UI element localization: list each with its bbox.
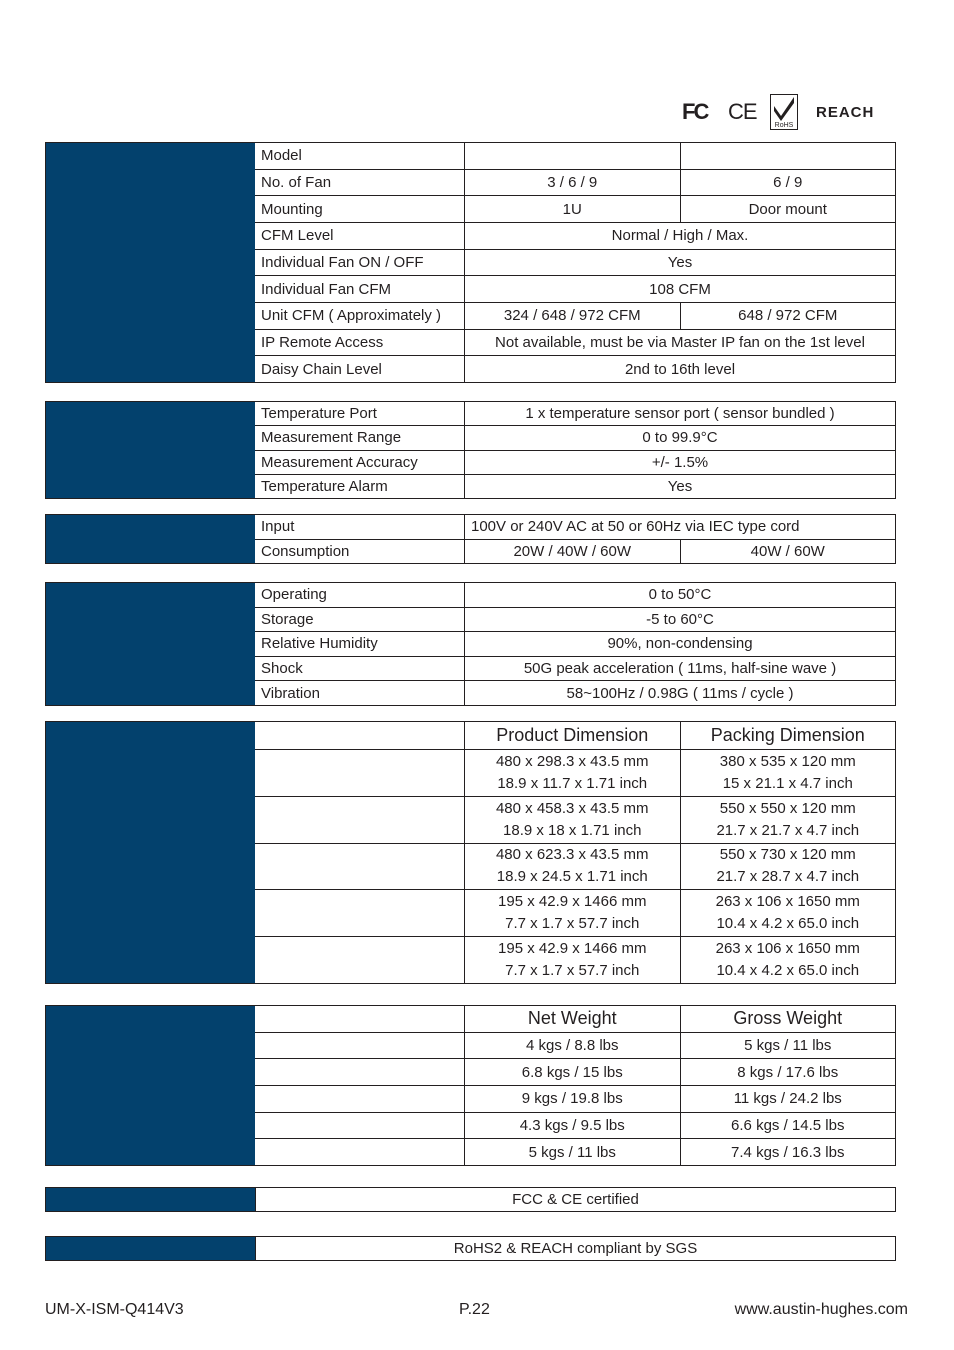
cell-value: 0 to 50°C <box>648 586 712 604</box>
cell-value: 40W / 60W <box>680 540 896 564</box>
table-row <box>255 1112 895 1139</box>
row-label: Input <box>255 515 465 539</box>
table-row <box>255 425 895 449</box>
table-row <box>255 936 895 983</box>
cell-value: 0 to 99.9°C <box>642 429 718 447</box>
table-row <box>255 680 895 705</box>
cell-value: 1 x temperature sensor port ( sensor bundled ) <box>525 405 835 423</box>
cell-value: Yes <box>667 477 693 495</box>
row-label: Consumption <box>255 540 465 564</box>
table-row <box>255 169 895 196</box>
table-row <box>255 749 895 796</box>
table-row <box>256 1188 895 1211</box>
column-header: Gross Weight <box>680 1006 896 1032</box>
cell-value: 20W / 40W / 60W <box>513 542 632 560</box>
temperature-section <box>45 401 896 499</box>
row-label: Mounting <box>255 196 465 222</box>
cell-value: 648 / 972 CFM <box>680 303 896 329</box>
cell-value: 380 x 535 x 120 mm 15 x 21.1 x 4.7 inch <box>680 750 896 796</box>
row-label <box>255 797 465 843</box>
cell-value: 550 x 730 x 120 mm 21.7 x 28.7 x 4.7 inch <box>680 844 896 890</box>
category-bar <box>46 515 255 563</box>
table-row <box>256 1237 895 1260</box>
row-label: IP Remote Access <box>255 330 465 356</box>
table-row <box>255 607 895 632</box>
rohs-logo <box>770 94 798 130</box>
certification-logos <box>682 94 896 134</box>
category-bar <box>46 143 255 382</box>
cell-value: 6 / 9 <box>680 170 896 196</box>
table-row <box>255 656 895 681</box>
cell-value: 5 kgs / 11 lbs <box>680 1033 896 1059</box>
cell-value: Yes <box>667 254 693 272</box>
category-bar <box>46 1237 255 1260</box>
table-row <box>255 402 895 425</box>
table-row <box>255 143 895 169</box>
row-label: Storage <box>255 608 465 632</box>
cell-value: 6.8 kgs / 15 lbs <box>521 1063 623 1081</box>
cell-value: 195 x 42.9 x 1466 mm 7.7 x 1.7 x 57.7 inch <box>498 940 647 980</box>
power-section <box>45 514 896 564</box>
row-label <box>255 890 465 936</box>
row-label: Daisy Chain Level <box>255 356 465 382</box>
table-row <box>255 450 895 474</box>
cell-value <box>465 143 680 169</box>
table-row <box>255 195 895 222</box>
row-label <box>255 1113 465 1139</box>
table-header-row <box>255 1006 895 1032</box>
row-label: Temperature Alarm <box>255 475 465 498</box>
table-row <box>255 329 895 356</box>
cell-value: 480 x 458.3 x 43.5 mm 18.9 x 18 x 1.71 inch <box>495 799 649 839</box>
fcc-logo: FC <box>682 99 708 124</box>
cell-value: 11 kgs / 24.2 lbs <box>680 1086 896 1112</box>
table-row <box>255 1138 895 1165</box>
row-label: Individual Fan CFM <box>255 276 465 302</box>
cell-value: 58~100Hz / 0.98G ( 11ms / cycle ) <box>566 684 794 702</box>
cell-value: FCC & CE certified <box>512 1191 639 1208</box>
table-row <box>255 275 895 302</box>
row-label: Measurement Accuracy <box>255 451 465 474</box>
row-label: Model <box>255 143 465 169</box>
row-label <box>255 1059 465 1085</box>
cell-value: 100V or 240V AC at 50 or 60Hz via IEC type cord <box>471 518 800 536</box>
dimensions-section <box>45 721 896 984</box>
table-row <box>255 302 895 329</box>
weight-section <box>45 1005 896 1166</box>
row-label: Temperature Port <box>255 402 465 425</box>
table-row <box>255 843 895 890</box>
row-label: Measurement Range <box>255 426 465 449</box>
row-label: CFM Level <box>255 223 465 249</box>
rohs-check-icon <box>770 94 798 130</box>
column-header: Product Dimension <box>496 725 649 745</box>
cell-value: 480 x 298.3 x 43.5 mm 18.9 x 11.7 x 1.71 inch <box>495 752 649 792</box>
table-header-row <box>255 722 895 749</box>
cell-value: 7.4 kgs / 16.3 lbs <box>680 1139 896 1165</box>
cell-value: Normal / High / Max. <box>611 227 749 245</box>
cell-value: 8 kgs / 17.6 lbs <box>680 1059 896 1085</box>
category-bar <box>46 1188 255 1211</box>
table-row <box>255 583 895 607</box>
row-label: Shock <box>255 657 465 681</box>
cell-value: 1U <box>562 200 582 218</box>
table-row <box>255 539 895 564</box>
table-row <box>255 796 895 843</box>
cell-value: 5 kgs / 11 lbs <box>528 1143 616 1161</box>
footer-doc-id: UM-X-ISM-Q414V3 <box>45 1301 184 1318</box>
cell-value: 195 x 42.9 x 1466 mm 7.7 x 1.7 x 57.7 inch <box>498 893 647 933</box>
table-row <box>255 474 895 498</box>
row-label <box>255 937 465 983</box>
row-label <box>255 722 465 749</box>
cell-value: RoHS2 & REACH compliant by SGS <box>453 1240 698 1257</box>
table-row <box>255 1058 895 1085</box>
row-label <box>255 750 465 796</box>
row-label: Unit CFM ( Approximately ) <box>255 303 465 329</box>
row-label <box>255 1139 465 1165</box>
row-label <box>255 1006 465 1032</box>
cell-value: 108 CFM <box>649 280 711 298</box>
table-row <box>255 355 895 382</box>
cell-value: 4 kgs / 8.8 lbs <box>525 1037 619 1054</box>
cell-value: 2nd to 16th level <box>624 360 736 378</box>
category-bar <box>46 583 255 705</box>
cell-value: 50G peak acceleration ( 11ms, half-sine wave ) <box>523 660 837 678</box>
row-label: Operating <box>255 583 465 607</box>
cell-value <box>680 143 896 169</box>
compliance-section <box>45 1236 896 1261</box>
cell-value: 263 x 106 x 1650 mm 10.4 x 4.2 x 65.0 inch <box>680 890 896 936</box>
cell-value: 263 x 106 x 1650 mm 10.4 x 4.2 x 65.0 inch <box>680 937 896 983</box>
table-row <box>255 515 895 539</box>
table-row <box>255 1032 895 1059</box>
cell-value: 90%, non-condensing <box>607 635 753 653</box>
reach-logo: REACH <box>816 104 875 121</box>
row-label <box>255 1033 465 1059</box>
row-label: No. of Fan <box>255 170 465 196</box>
general-section <box>45 142 896 383</box>
category-bar <box>46 1006 255 1165</box>
cell-value: 324 / 648 / 972 CFM <box>503 307 641 325</box>
cell-value: +/- 1.5% <box>651 453 709 471</box>
environment-section <box>45 582 896 706</box>
table-row <box>255 631 895 656</box>
svg-text:RoHS: RoHS <box>774 122 794 129</box>
certification-section <box>45 1187 896 1212</box>
row-label: Relative Humidity <box>255 632 465 656</box>
ce-logo: CE <box>728 99 757 124</box>
cell-value: 4.3 kgs / 9.5 lbs <box>519 1117 625 1135</box>
footer-page-number: P.22 <box>459 1301 490 1318</box>
table-row <box>255 249 895 276</box>
cell-value: 480 x 623.3 x 43.5 mm 18.9 x 24.5 x 1.71 inch <box>495 846 649 886</box>
table-row <box>255 222 895 249</box>
footer-website: www.austin-hughes.com <box>734 1301 908 1318</box>
category-bar <box>46 402 255 498</box>
cell-value: 9 kgs / 19.8 lbs <box>521 1090 623 1108</box>
cell-value: -5 to 60°C <box>646 610 714 628</box>
row-label: Vibration <box>255 681 465 705</box>
row-label: Individual Fan ON / OFF <box>255 250 465 276</box>
cell-value: 550 x 550 x 120 mm 21.7 x 21.7 x 4.7 inch <box>680 797 896 843</box>
cell-value: 6.6 kgs / 14.5 lbs <box>680 1113 896 1139</box>
table-row <box>255 1085 895 1112</box>
cell-value: Door mount <box>680 196 896 222</box>
row-label <box>255 844 465 890</box>
column-header: Net Weight <box>527 1008 617 1029</box>
category-bar <box>46 722 255 983</box>
cell-value: Not available, must be via Master IP fan on the 1st level <box>495 334 865 352</box>
cell-value: 3 / 6 / 9 <box>547 174 598 191</box>
table-row <box>255 889 895 936</box>
column-header: Packing Dimension <box>680 722 896 749</box>
row-label <box>255 1086 465 1112</box>
